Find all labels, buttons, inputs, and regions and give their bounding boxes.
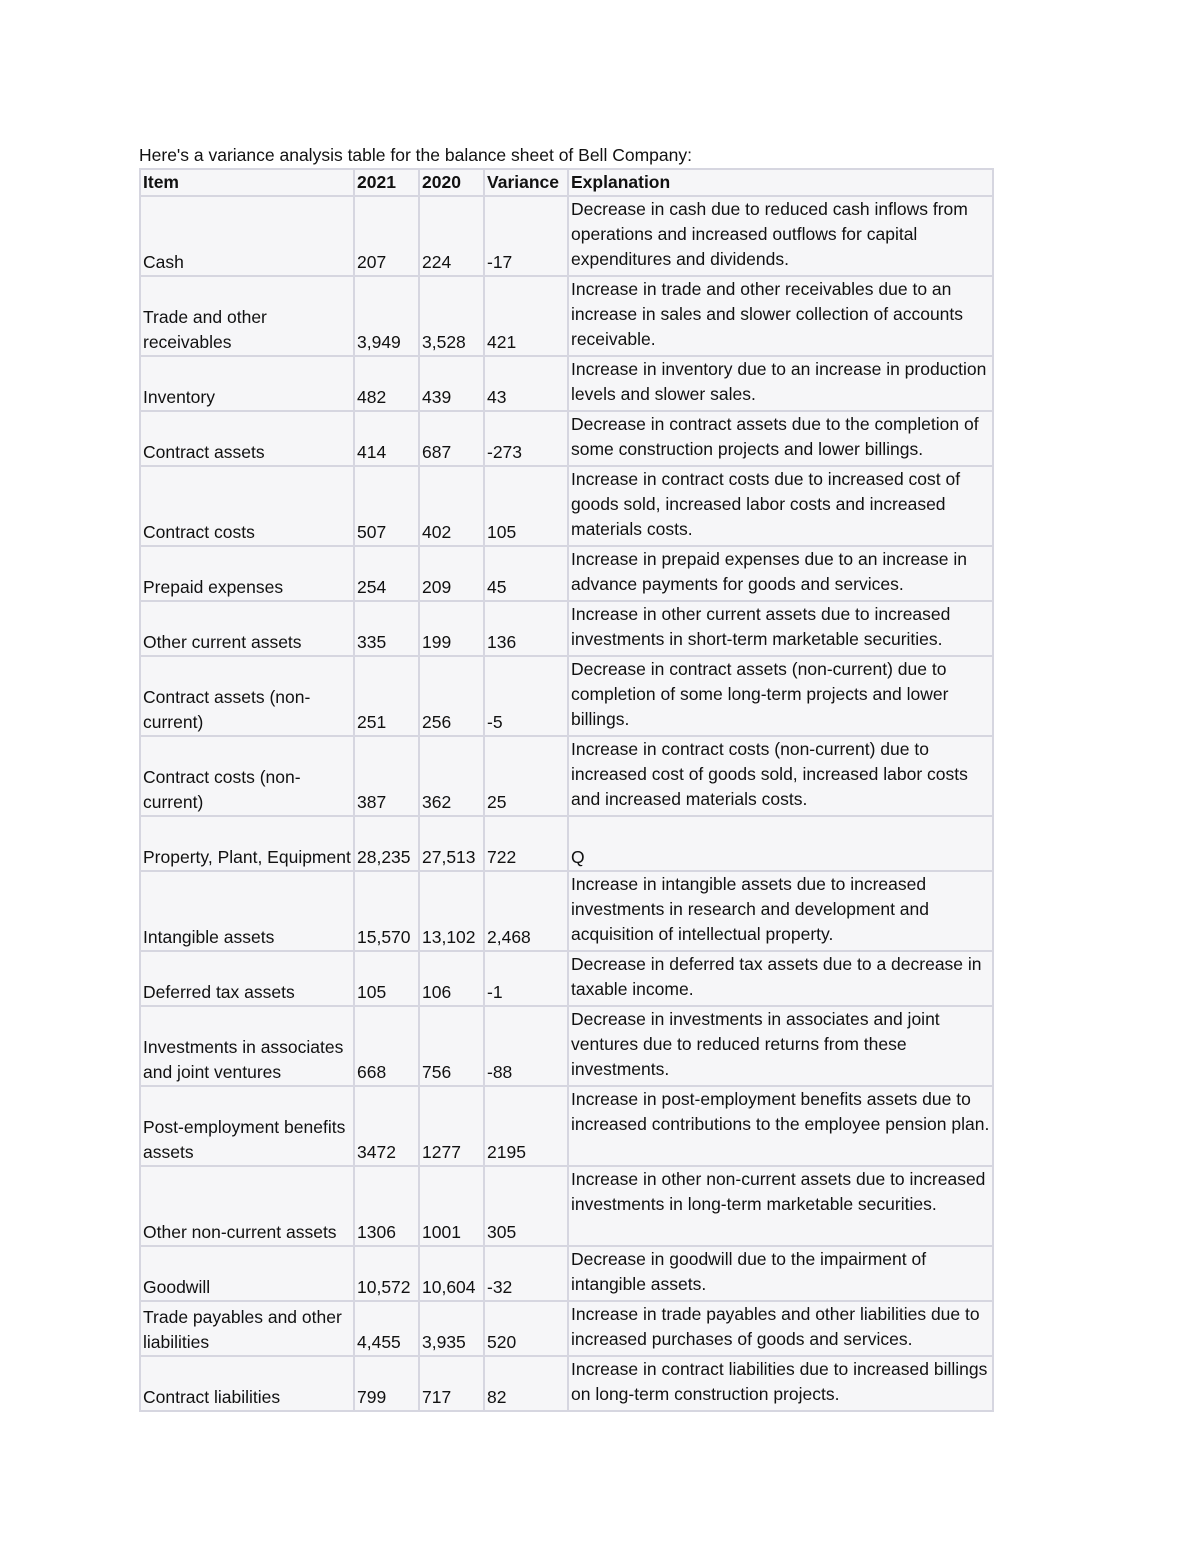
cell-2020: 199 (419, 601, 484, 656)
cell-2021: 1306 (354, 1166, 419, 1246)
cell-explanation: Decrease in goodwill due to the impairment of intangible assets. (568, 1246, 993, 1301)
document-page (139, 143, 992, 1412)
cell-explanation: Increase in contract costs due to increased cost of goods sold, increased labor costs and increased materials costs. (568, 466, 993, 546)
table-row (140, 816, 993, 871)
header-row (140, 169, 993, 196)
cell-2020: 209 (419, 546, 484, 601)
cell-2020: 224 (419, 196, 484, 276)
cell-item: Prepaid expenses (140, 546, 354, 601)
cell-explanation: Decrease in cash due to reduced cash inflows from operations and increased outflows for capital expenditures and dividends. (568, 196, 993, 276)
cell-explanation: Increase in inventory due to an increase in production levels and slower sales. (568, 356, 993, 411)
cell-2021: 335 (354, 601, 419, 656)
cell-2020: 3,935 (419, 1301, 484, 1356)
cell-variance: -273 (484, 411, 568, 466)
cell-variance: -88 (484, 1006, 568, 1086)
cell-2021: 254 (354, 546, 419, 601)
cell-item: Post-employment benefits assets (140, 1086, 354, 1166)
table-row (140, 951, 993, 1006)
cell-item: Investments in associates and joint ventures (140, 1006, 354, 1086)
header-variance: Variance (484, 169, 568, 196)
cell-2021: 799 (354, 1356, 419, 1411)
cell-explanation: Decrease in deferred tax assets due to a decrease in taxable income. (568, 951, 993, 1006)
cell-item: Intangible assets (140, 871, 354, 951)
cell-variance: 43 (484, 356, 568, 411)
cell-variance: -5 (484, 656, 568, 736)
table-row (140, 356, 993, 411)
cell-2021: 251 (354, 656, 419, 736)
table-row (140, 1006, 993, 1086)
cell-explanation: Increase in intangible assets due to increased investments in research and development and acquisition of intellectual property. (568, 871, 993, 951)
cell-explanation: Decrease in contract assets due to the completion of some construction projects and lower billings. (568, 411, 993, 466)
cell-2020: 3,528 (419, 276, 484, 356)
cell-2021: 28,235 (354, 816, 419, 871)
table-row (140, 736, 993, 816)
cell-variance: -1 (484, 951, 568, 1006)
table-row (140, 1356, 993, 1411)
cell-2021: 507 (354, 466, 419, 546)
cell-2021: 3,949 (354, 276, 419, 356)
cell-explanation: Decrease in investments in associates and joint ventures due to reduced returns from these investments. (568, 1006, 993, 1086)
cell-item: Trade payables and other liabilities (140, 1301, 354, 1356)
table-row (140, 1301, 993, 1356)
cell-item: Contract costs (140, 466, 354, 546)
table-row (140, 196, 993, 276)
cell-2020: 10,604 (419, 1246, 484, 1301)
cell-explanation: Increase in trade and other receivables due to an increase in sales and slower collection of accounts receivable. (568, 276, 993, 356)
cell-2021: 3472 (354, 1086, 419, 1166)
cell-2021: 207 (354, 196, 419, 276)
cell-2020: 439 (419, 356, 484, 411)
cell-variance: 136 (484, 601, 568, 656)
cell-2021: 10,572 (354, 1246, 419, 1301)
cell-item: Other non-current assets (140, 1166, 354, 1246)
cell-item: Trade and other receivables (140, 276, 354, 356)
cell-item: Contract liabilities (140, 1356, 354, 1411)
cell-variance: 2,468 (484, 871, 568, 951)
cell-2021: 4,455 (354, 1301, 419, 1356)
cell-item: Other current assets (140, 601, 354, 656)
header-explanation: Explanation (568, 169, 993, 196)
cell-variance: 82 (484, 1356, 568, 1411)
table-row (140, 656, 993, 736)
cell-item: Goodwill (140, 1246, 354, 1301)
cell-variance: -32 (484, 1246, 568, 1301)
cell-2020: 256 (419, 656, 484, 736)
table-row (140, 1246, 993, 1301)
header-item: Item (140, 169, 354, 196)
cell-2020: 402 (419, 466, 484, 546)
cell-2021: 105 (354, 951, 419, 1006)
cell-explanation: Increase in contract costs (non-current) due to increased cost of goods sold, increased labor costs and increased materials costs. (568, 736, 993, 816)
header-2021: 2021 (354, 169, 419, 196)
cell-explanation: Increase in prepaid expenses due to an increase in advance payments for goods and services. (568, 546, 993, 601)
cell-2021: 15,570 (354, 871, 419, 951)
cell-2020: 13,102 (419, 871, 484, 951)
cell-item: Property, Plant, Equipment (140, 816, 354, 871)
cell-explanation: Q (568, 816, 993, 871)
cell-variance: 25 (484, 736, 568, 816)
cell-explanation: Increase in other non-current assets due to increased investments in long-term marketable securities. (568, 1166, 993, 1246)
cell-variance: 2195 (484, 1086, 568, 1166)
cell-item: Deferred tax assets (140, 951, 354, 1006)
cell-item: Contract costs (non-current) (140, 736, 354, 816)
cell-2020: 106 (419, 951, 484, 1006)
table-row (140, 411, 993, 466)
cell-variance: 305 (484, 1166, 568, 1246)
cell-2020: 687 (419, 411, 484, 466)
cell-2020: 1277 (419, 1086, 484, 1166)
cell-2021: 414 (354, 411, 419, 466)
table-row (140, 1166, 993, 1246)
cell-variance: 520 (484, 1301, 568, 1356)
cell-variance: -17 (484, 196, 568, 276)
cell-item: Contract assets (140, 411, 354, 466)
cell-explanation: Increase in contract liabilities due to increased billings on long-term construction projects. (568, 1356, 993, 1411)
table-row (140, 601, 993, 656)
cell-variance: 421 (484, 276, 568, 356)
cell-variance: 45 (484, 546, 568, 601)
cell-item: Inventory (140, 356, 354, 411)
cell-2020: 717 (419, 1356, 484, 1411)
cell-2021: 668 (354, 1006, 419, 1086)
cell-explanation: Decrease in contract assets (non-current) due to completion of some long-term projects and lower billings. (568, 656, 993, 736)
table-row (140, 276, 993, 356)
cell-explanation: Increase in other current assets due to increased investments in short-term marketable securities. (568, 601, 993, 656)
cell-2020: 362 (419, 736, 484, 816)
cell-2021: 482 (354, 356, 419, 411)
header-2020: 2020 (419, 169, 484, 196)
cell-item: Cash (140, 196, 354, 276)
cell-item: Contract assets (non-current) (140, 656, 354, 736)
table-row (140, 871, 993, 951)
cell-variance: 722 (484, 816, 568, 871)
cell-2021: 387 (354, 736, 419, 816)
variance-table (139, 168, 994, 1412)
cell-explanation: Increase in post-employment benefits assets due to increased contributions to the employee pension plan. (568, 1086, 993, 1166)
cell-2020: 27,513 (419, 816, 484, 871)
cell-explanation: Increase in trade payables and other liabilities due to increased purchases of goods and services. (568, 1301, 993, 1356)
table-row (140, 546, 993, 601)
cell-2020: 1001 (419, 1166, 484, 1246)
table-row (140, 466, 993, 546)
table-row (140, 1086, 993, 1166)
cell-2020: 756 (419, 1006, 484, 1086)
intro-text: Here's a variance analysis table for the balance sheet of Bell Company: (139, 145, 692, 165)
cell-variance: 105 (484, 466, 568, 546)
